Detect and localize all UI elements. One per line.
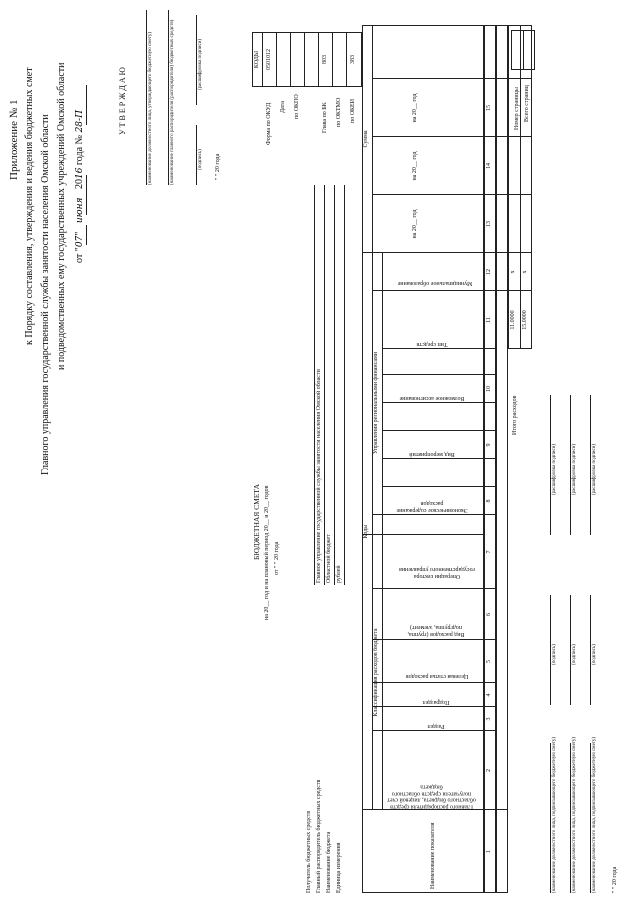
recipient-label: Получатель бюджетных средств <box>306 810 312 893</box>
total-fund-2: 15.0000 <box>522 310 528 330</box>
signature-date: " " 20 года <box>612 866 618 893</box>
okei-label: по ОКЕИ <box>350 98 356 123</box>
col-municipal: Муниципальное образование <box>397 280 473 286</box>
sig2-sign: (подпись) <box>572 644 577 665</box>
codes-header: КОДЫ <box>254 50 260 69</box>
page-total-label: Всего страниц <box>524 85 530 122</box>
unit-value: рублей <box>336 565 342 583</box>
col-event: Вид мероприятий <box>409 451 455 457</box>
okud-value: 0501012 <box>266 49 272 70</box>
num-8: 8 <box>486 499 492 503</box>
order-date-line: от "07" июня 2016 года № 28-П <box>74 110 85 263</box>
total-mun-2: x <box>522 270 528 274</box>
oktmo-label: по ОКТМО <box>336 97 342 127</box>
col-target: Целевая статья расходов <box>405 673 469 679</box>
date-day: 07 <box>75 235 85 248</box>
approve-caption-2: (наименование главного распорядителя (распорядителя) бюджетных средств) <box>170 19 175 185</box>
total-fund-1: 11.0000 <box>510 310 516 330</box>
sig2-caption: (наименование должностного лица, подписывающего бюджетную смету) <box>572 736 577 893</box>
num-10: 10 <box>486 386 492 392</box>
approve-date-line: " " 20 года <box>215 153 221 180</box>
num-15: 15 <box>486 105 492 111</box>
order-line-2: Главного управления государственной службы занятости населения Омской области <box>40 114 51 475</box>
col-codes: Коды <box>363 524 369 539</box>
sig2-decode: (расшифровка подписи) <box>572 443 577 495</box>
sig3-sign: (подпись) <box>592 644 597 665</box>
num-5: 5 <box>486 660 492 663</box>
approve-title: У Т В Е Р Ж Д А Ю <box>118 67 127 135</box>
col-podrazdel: Подраздел <box>422 699 450 705</box>
budget-name-label: Наименование бюджета <box>326 831 332 893</box>
num-14: 14 <box>486 163 492 169</box>
date-label: Дата <box>280 101 286 113</box>
col-fundtype: Тип средств <box>416 341 448 347</box>
col-sum-1: на 20__ год <box>412 209 418 239</box>
appendix-title: Приложение № 1 <box>8 99 20 180</box>
manager-label: Главный распорядитель бюджетных средств <box>316 779 322 893</box>
page-number-label: Номер страницы <box>514 87 520 130</box>
bk-value: 803 <box>322 55 328 64</box>
sig3-caption: (наименование должностного лица, подписывающего бюджетную смету) <box>592 736 597 893</box>
order-line-1: к Порядку составления, утверждения и ведения бюджетных смет <box>24 67 35 345</box>
approve-caption-1: (наименование должностного лица, утверждающего бюджетную смету) <box>148 31 153 185</box>
okpo-label: по ОКПО <box>294 94 300 119</box>
col-possible: Возможное ассигнование <box>399 395 465 401</box>
num-9: 9 <box>486 443 492 447</box>
col-vid: Вид расходов (группа, подгруппа, элемент) <box>407 624 465 637</box>
date-month: июня <box>75 197 85 224</box>
num-4: 4 <box>486 693 492 697</box>
budget-name-value: Областной бюджет <box>326 534 332 583</box>
total-label: Итого расходов <box>512 395 518 435</box>
col-classification: Классификация расходов бюджета <box>373 628 379 717</box>
col-sum-3: на 20__ год <box>412 93 418 123</box>
col-regional: Управления региональными финансами <box>373 351 379 455</box>
num-7: 7 <box>486 550 492 554</box>
num-13: 13 <box>486 221 492 227</box>
approve-decode-caption: (расшифровка подписи) <box>198 38 203 90</box>
sig1-sign: (подпись) <box>552 644 557 665</box>
num-12: 12 <box>486 269 492 275</box>
col-sum: Сумма <box>363 130 369 148</box>
manager-value: Главное управление государственной службы занятости населения Омской области <box>316 369 322 583</box>
col-econ: Экономическое содержание расходов <box>396 500 468 513</box>
doc-number: 28-П <box>75 110 85 133</box>
sig1-caption: (наименование должностного лица, подписывающего бюджетную смету) <box>552 736 557 893</box>
col-sum-2: на 20__ год <box>412 151 418 181</box>
col-name: Наименование показателя <box>430 822 436 889</box>
sig1-decode: (расшифровка подписи) <box>552 443 557 495</box>
okud-label: Форма по ОКУД <box>266 102 272 145</box>
order-line-3: и подведомственных ему государственных учреждений Омской области <box>56 62 67 370</box>
num-11: 11 <box>486 317 492 323</box>
unit-label: Единица измерения <box>336 842 342 893</box>
estimate-period: на 20__ год и на плановый период 20__ и 20__ годов <box>264 485 270 620</box>
col-razdel: Раздел <box>427 723 445 729</box>
approve-sign-caption: (подпись) <box>198 149 203 170</box>
col-operation: Операции сектора государственного управления <box>399 566 475 579</box>
bk-label: Глава по БК <box>322 102 328 133</box>
num-2: 2 <box>486 769 492 772</box>
num-1: 1 <box>486 850 492 853</box>
col-grbs: Главного распорядителя средств областного бюджета, лицевой счет получателя средств областного бюджета <box>387 783 476 810</box>
total-mun-1: x <box>510 270 516 274</box>
estimate-title: БЮДЖЕТНАЯ СМЕТА <box>252 483 261 560</box>
okei-value: 383 <box>350 55 356 64</box>
estimate-date: от " " 20 года <box>274 541 280 575</box>
num-3: 3 <box>486 717 492 721</box>
date-year: 16 <box>75 167 85 180</box>
sig3-decode: (расшифровка подписи) <box>592 443 597 495</box>
num-6: 6 <box>486 613 492 616</box>
